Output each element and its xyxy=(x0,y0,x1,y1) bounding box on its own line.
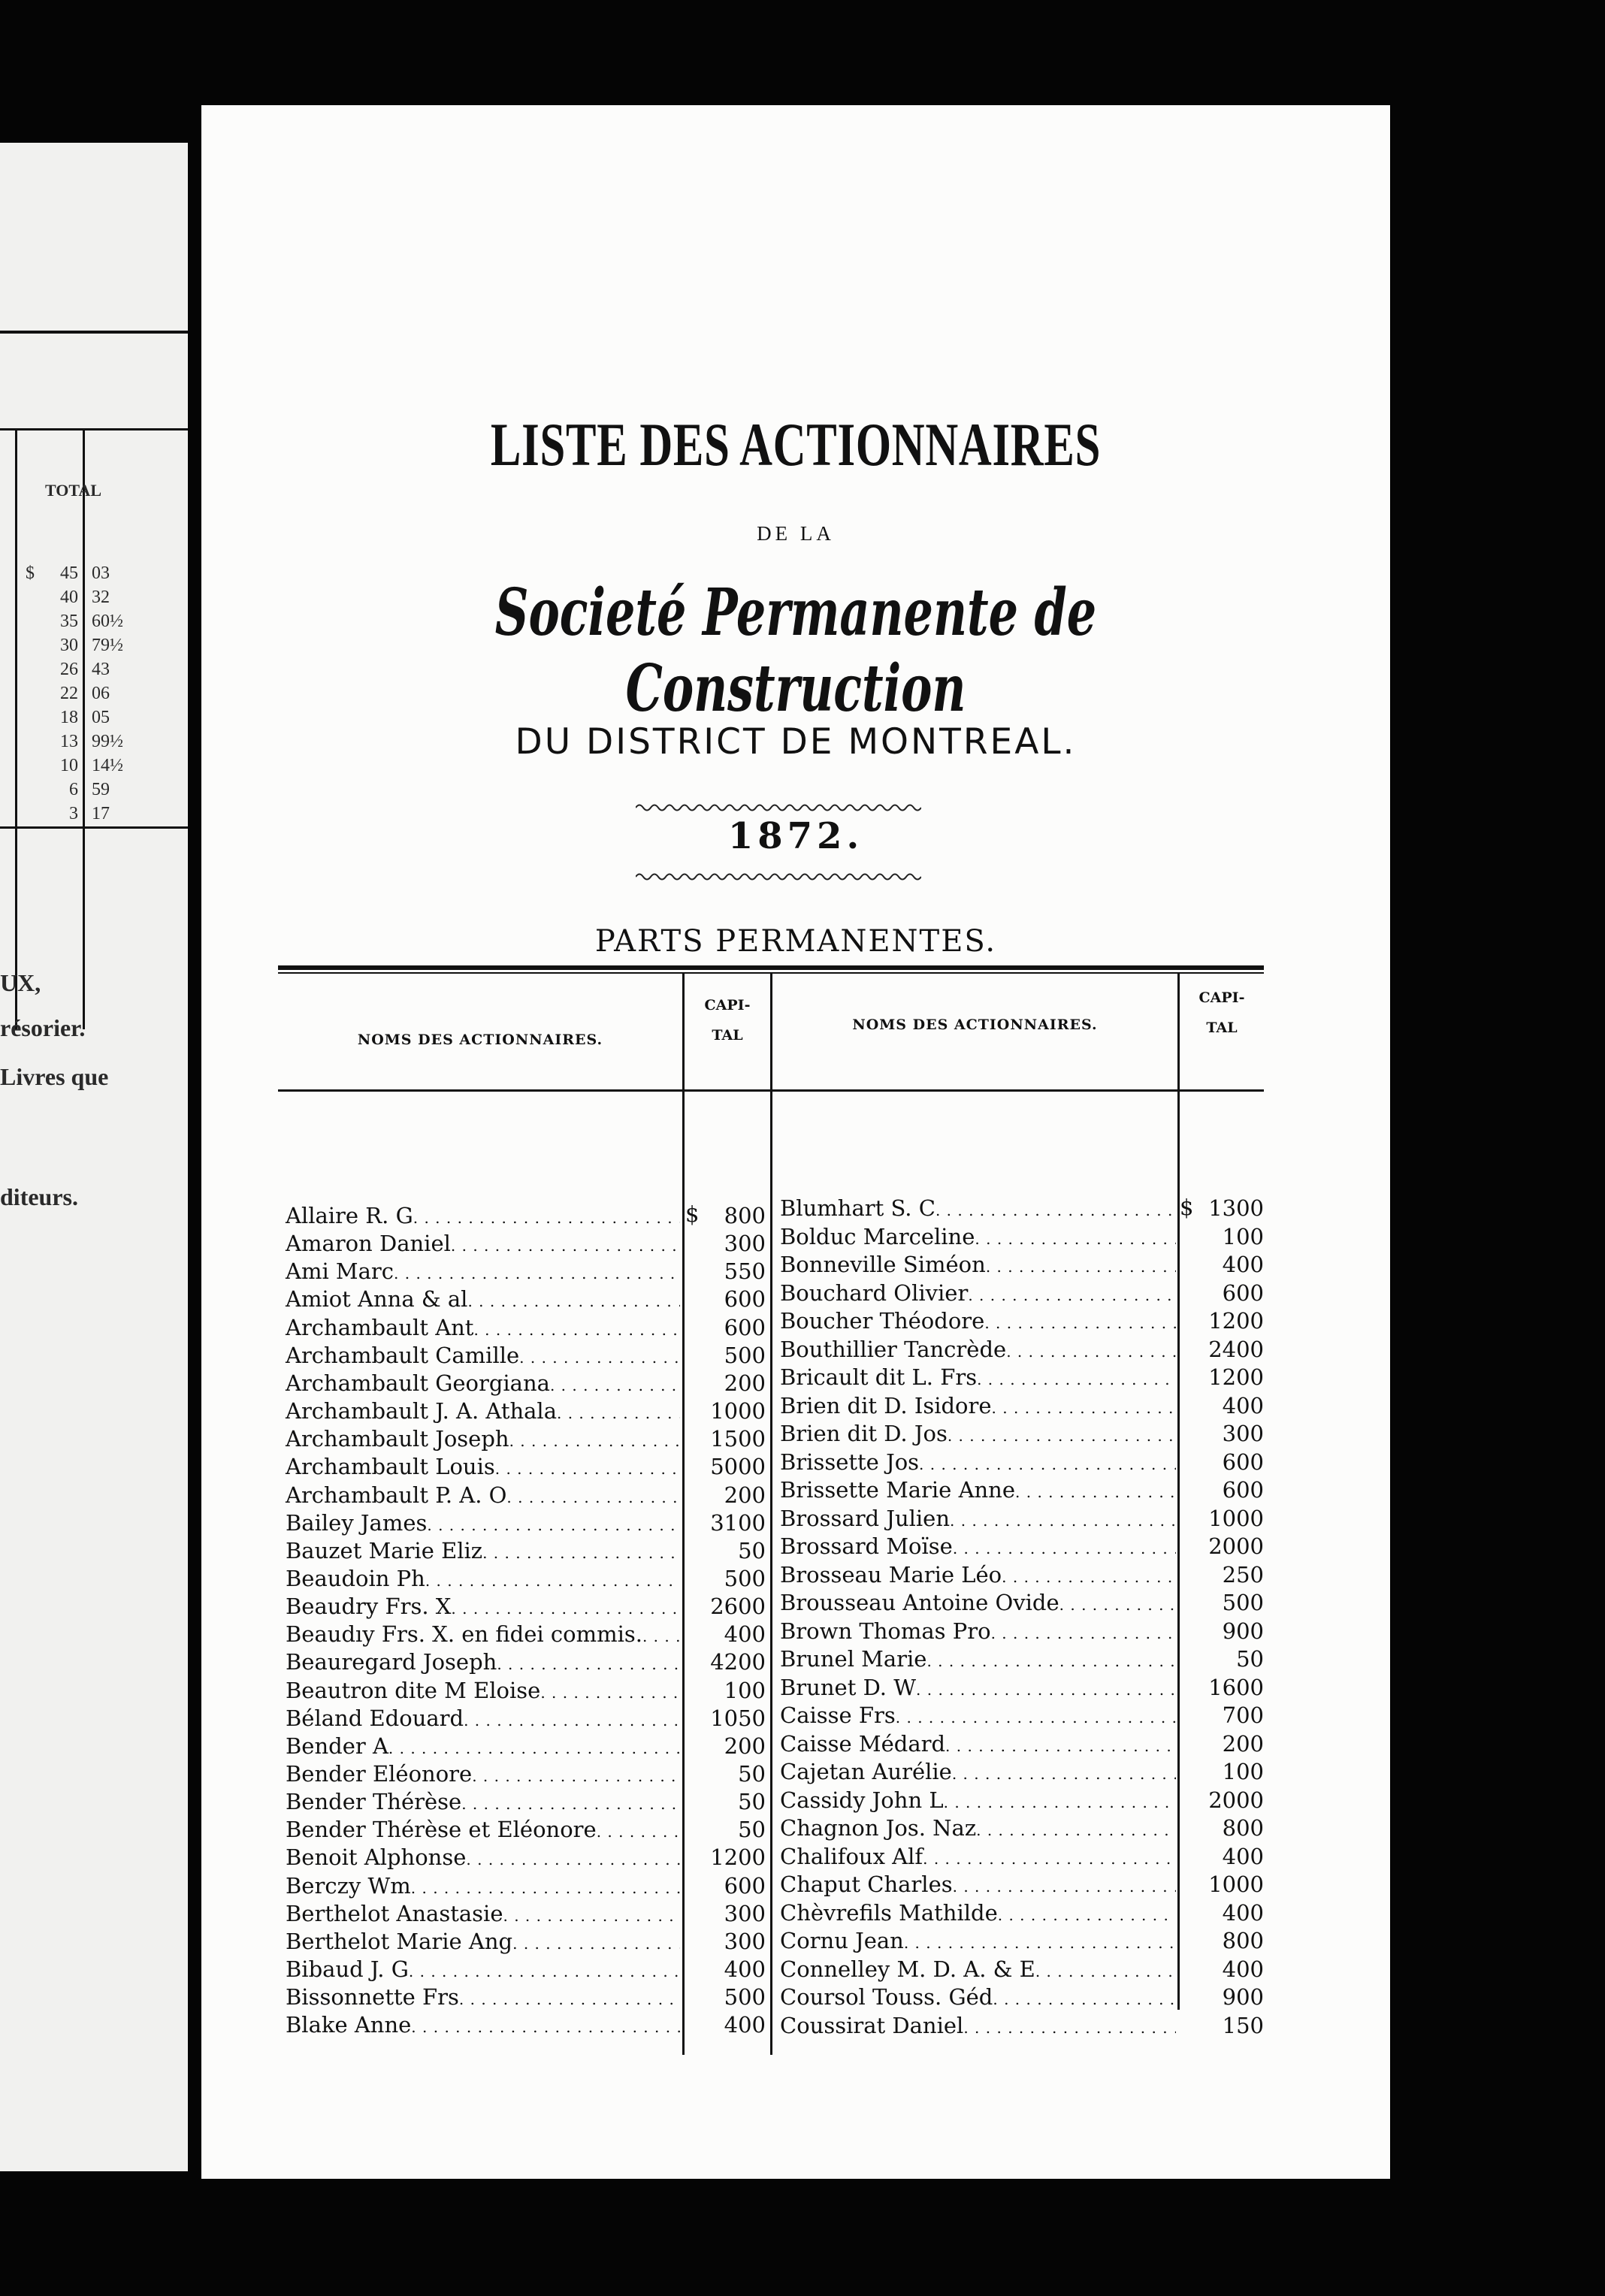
total-dollars: 3 xyxy=(69,804,78,823)
leader-dots xyxy=(512,1929,680,1954)
leader-dots xyxy=(948,1421,1176,1446)
table-row xyxy=(780,1787,1176,1815)
table-row xyxy=(286,1370,680,1398)
leader-dots xyxy=(464,1705,680,1731)
table-row xyxy=(286,1203,680,1231)
table-row xyxy=(780,1280,1176,1308)
shareholder-name: Bricault dit L. Frs xyxy=(780,1364,978,1390)
capital-value: 400 xyxy=(1222,1900,1264,1926)
table-row xyxy=(286,1705,680,1733)
shareholder-name: Bissonnette Frs xyxy=(286,1984,459,2010)
capital-value: 800 xyxy=(724,1203,766,1228)
capital-value: 100 xyxy=(1222,1224,1264,1249)
shareholder-name: Amiot Anna & al xyxy=(286,1286,468,1312)
shareholder-name: Brousseau Antoine Ovide xyxy=(780,1590,1059,1615)
shareholder-name: Beaudry Frs. X xyxy=(286,1594,452,1619)
shareholder-name: Boucher Théodore xyxy=(780,1308,985,1334)
capital-header-line2: TAL xyxy=(1206,1020,1238,1036)
leader-dots xyxy=(991,1618,1176,1644)
leader-dots xyxy=(975,1224,1176,1249)
capital-value: 1500 xyxy=(710,1426,766,1452)
table-row xyxy=(286,1901,680,1929)
table-row xyxy=(286,1426,680,1454)
leader-dots xyxy=(597,1817,680,1842)
capital-value: 2000 xyxy=(1208,1787,1264,1813)
leader-dots xyxy=(1002,1562,1176,1588)
capital-header-line1: CAPI- xyxy=(704,997,751,1014)
leader-dots xyxy=(952,1759,1176,1784)
capital-value: 2600 xyxy=(710,1594,766,1619)
text-fragment: résorier. xyxy=(0,1014,86,1041)
shareholder-name: Cornu Jean xyxy=(780,1928,904,1953)
table-row xyxy=(286,1817,680,1844)
year: 1872. xyxy=(727,815,864,857)
shareholder-name: Blumhart S. C xyxy=(780,1195,935,1221)
leader-dots xyxy=(503,1901,681,1926)
shareholder-name: Brissette Marie Anne xyxy=(780,1477,1016,1503)
header-rule xyxy=(0,428,188,430)
leader-dots xyxy=(986,1252,1176,1277)
total-dollars: 40 xyxy=(60,588,78,607)
text-fragment: UX, xyxy=(0,969,41,996)
capital-value: 400 xyxy=(1222,1252,1264,1277)
shareholder-name: Béland Edouard xyxy=(286,1705,464,1731)
total-cents: 99½ xyxy=(92,732,123,751)
capital-value: 4200 xyxy=(710,1649,766,1675)
leader-dots xyxy=(467,1286,680,1312)
leader-dots xyxy=(482,1538,680,1563)
title-societe: Societé Permanente de Construction xyxy=(494,575,1097,727)
capital-value: 800 xyxy=(1222,1928,1264,1953)
shareholder-name: Berczy Wm xyxy=(286,1873,411,1899)
shareholder-name: Coursol Touss. Géd xyxy=(780,1984,993,2010)
shareholder-name: Beautron dite M Eloise xyxy=(286,1678,541,1703)
capital-value: 600 xyxy=(1222,1449,1264,1475)
total-cents: 03 xyxy=(92,563,110,583)
document-page xyxy=(201,105,1390,2179)
shareholder-name: Coussirat Daniel xyxy=(780,2013,964,2038)
capital-value: 1050 xyxy=(710,1705,766,1731)
capital-value: 500 xyxy=(724,1566,766,1591)
shareholder-name: Bouthillier Tancrède xyxy=(780,1337,1007,1362)
capital-value: 400 xyxy=(1222,1956,1264,1982)
capital-value: 200 xyxy=(1222,1731,1264,1757)
total-dollars: 26 xyxy=(60,660,78,679)
capital-value: 5000 xyxy=(710,1454,766,1479)
capital-value: 300 xyxy=(724,1901,766,1926)
leader-dots xyxy=(472,1761,680,1787)
column-rule xyxy=(83,428,85,1029)
capital-value: 1200 xyxy=(1208,1364,1264,1390)
capital-value: 50 xyxy=(738,1789,766,1814)
capital-value: 300 xyxy=(724,1231,766,1256)
leader-dots xyxy=(642,1621,680,1647)
total-dollars: 10 xyxy=(60,756,78,775)
table-row xyxy=(780,1928,1176,1956)
leader-dots xyxy=(509,1426,680,1452)
table-row xyxy=(780,1393,1176,1421)
table-row xyxy=(286,1789,680,1817)
shareholder-name: Connelley M. D. A. & E xyxy=(780,1956,1035,1982)
capital-value: 600 xyxy=(1222,1280,1264,1306)
ornamental-rule xyxy=(636,802,921,813)
total-cents: 32 xyxy=(92,588,110,607)
capital-value: 400 xyxy=(1222,1844,1264,1869)
shareholder-name: Bouchard Olivier xyxy=(780,1280,969,1306)
capital-value: 50 xyxy=(738,1761,766,1787)
shareholder-name: Bailey James xyxy=(286,1510,428,1536)
column-rule xyxy=(770,973,772,2055)
leader-dots xyxy=(519,1343,680,1368)
leader-dots xyxy=(1035,1956,1176,1982)
table-row xyxy=(286,1956,680,1984)
shareholder-name: Chèvrefils Mathilde xyxy=(780,1900,998,1926)
shareholder-name: Archambault Louis xyxy=(286,1454,495,1479)
table-row xyxy=(286,1733,680,1761)
capital-value: 1300 xyxy=(1208,1195,1264,1221)
capital-value: 600 xyxy=(724,1286,766,1312)
table-row xyxy=(780,1477,1176,1505)
shareholder-name: Bauzet Marie Eliz xyxy=(286,1538,483,1563)
total-cents: 79½ xyxy=(92,636,123,655)
footer-rule xyxy=(0,826,188,829)
table-row xyxy=(780,1815,1176,1843)
shareholder-name: Archambault Ant xyxy=(286,1315,474,1340)
capital-value: 2400 xyxy=(1208,1337,1264,1362)
leader-dots xyxy=(451,1231,680,1256)
shareholder-name: Caisse Frs xyxy=(780,1702,896,1728)
table-row xyxy=(780,1533,1176,1561)
table-row xyxy=(286,1258,680,1286)
capital-value: 1000 xyxy=(1208,1506,1264,1531)
shareholder-name: Archambault J. A. Athala xyxy=(286,1398,557,1424)
shareholder-name: Caisse Médard xyxy=(780,1731,946,1757)
shareholder-name: Cajetan Aurélie xyxy=(780,1759,952,1784)
leader-dots xyxy=(557,1398,680,1424)
capital-value: 3100 xyxy=(710,1510,766,1536)
shareholder-name: Bolduc Marceline xyxy=(780,1224,975,1249)
table-row xyxy=(286,1649,680,1677)
table-row xyxy=(780,2013,1176,2041)
capital-value: 200 xyxy=(724,1733,766,1759)
dollar-sign: $ xyxy=(26,563,35,583)
shareholder-name: Chagnon Jos. Naz xyxy=(780,1815,977,1841)
table-row xyxy=(780,1562,1176,1590)
dollar-sign: $ xyxy=(1180,1195,1194,1220)
capital-value: 250 xyxy=(1222,1562,1264,1588)
shareholder-name: Archambault P. A. O xyxy=(286,1482,507,1508)
total-cents: 06 xyxy=(92,684,110,703)
leader-dots xyxy=(411,1873,680,1899)
capital-value: 2000 xyxy=(1208,1533,1264,1559)
table-row xyxy=(286,1231,680,1258)
shareholder-name: Allaire R. G xyxy=(286,1203,413,1228)
total-dollars: 6 xyxy=(69,780,78,799)
table-row xyxy=(780,1872,1176,1899)
table-row xyxy=(780,1364,1176,1392)
table-row xyxy=(286,1510,680,1538)
table-row xyxy=(780,1308,1176,1336)
capital-header-line2: TAL xyxy=(712,1027,743,1044)
title-liste-des-actionnaires: LISTE DES ACTIONNAIRES xyxy=(490,410,1102,479)
leader-dots xyxy=(976,1815,1176,1841)
table-row xyxy=(780,1646,1176,1674)
leader-dots xyxy=(1059,1590,1176,1615)
leader-dots xyxy=(953,1533,1176,1559)
shareholder-name: Bender A xyxy=(286,1733,388,1759)
table-row xyxy=(286,2012,680,2040)
table-row xyxy=(286,1984,680,2012)
total-cents: 14½ xyxy=(92,756,123,775)
leader-dots xyxy=(451,1594,680,1619)
leader-dots xyxy=(461,1789,680,1814)
table-row xyxy=(780,1449,1176,1477)
table-row xyxy=(286,1398,680,1426)
name-column-header: NOMS DES ACTIONNAIRES. xyxy=(852,1017,1098,1033)
leader-dots xyxy=(923,1844,1176,1869)
total-cents: 60½ xyxy=(92,612,123,631)
table-row xyxy=(780,1506,1176,1533)
capital-value: 150 xyxy=(1222,2013,1264,2038)
shareholder-name: Brossard Julien xyxy=(780,1506,951,1531)
shareholder-name: Ami Marc xyxy=(286,1258,394,1284)
leader-dots xyxy=(550,1370,680,1396)
capital-value: 1600 xyxy=(1208,1675,1264,1700)
capital-value: 1200 xyxy=(710,1844,766,1870)
leader-dots xyxy=(984,1308,1176,1334)
leader-dots xyxy=(427,1510,680,1536)
table-row xyxy=(780,1731,1176,1759)
table-row xyxy=(286,1454,680,1482)
capital-value: 50 xyxy=(1236,1646,1264,1672)
table-row xyxy=(286,1761,680,1789)
total-cents: 05 xyxy=(92,708,110,727)
table-row xyxy=(780,1956,1176,1984)
leader-dots xyxy=(916,1675,1176,1700)
section-title: PARTS PERMANENTES. xyxy=(594,924,997,959)
leader-dots xyxy=(963,2013,1176,2038)
shareholder-name: Bibaud J. G xyxy=(286,1956,409,1982)
shareholder-name: Berthelot Marie Ang xyxy=(286,1929,513,1954)
leader-dots xyxy=(935,1195,1176,1221)
capital-value: 500 xyxy=(724,1984,766,2010)
leader-dots xyxy=(411,2012,680,2038)
leader-dots xyxy=(394,1258,680,1284)
shareholder-name: Amaron Daniel xyxy=(286,1231,451,1256)
total-dollars: 30 xyxy=(60,636,78,655)
leader-dots xyxy=(425,1566,680,1591)
capital-value: 50 xyxy=(738,1538,766,1563)
shareholder-name: Beauregard Joseph xyxy=(286,1649,497,1675)
leader-dots xyxy=(993,1984,1176,2010)
shareholder-name: Bender Thérèse xyxy=(286,1789,462,1814)
shareholder-name: Chalifoux Alf xyxy=(780,1844,923,1869)
shareholder-name: Chaput Charles xyxy=(780,1872,953,1897)
leader-dots xyxy=(409,1956,680,1982)
shareholder-name: Brossard Moïse xyxy=(780,1533,953,1559)
shareholder-name: Bender Eléonore xyxy=(286,1761,473,1787)
header-rule xyxy=(0,331,188,334)
text-fragment: Livres que xyxy=(0,1063,109,1090)
leader-dots xyxy=(944,1787,1176,1813)
capital-value: 600 xyxy=(1222,1477,1264,1503)
shareholder-name: Archambault Georgiana xyxy=(286,1370,550,1396)
table-row xyxy=(286,1844,680,1872)
capital-value: 600 xyxy=(724,1873,766,1899)
table-row xyxy=(780,1759,1176,1787)
title-de-la: DE LA xyxy=(757,522,835,545)
shareholder-name: Archambault Joseph xyxy=(286,1426,509,1452)
leader-dots xyxy=(413,1203,680,1228)
shareholder-name: Brissette Jos xyxy=(780,1449,920,1475)
leader-dots xyxy=(896,1702,1176,1728)
leader-dots xyxy=(977,1364,1176,1390)
capital-value: 600 xyxy=(724,1315,766,1340)
capital-value: 900 xyxy=(1222,1984,1264,2010)
leader-dots xyxy=(506,1482,680,1508)
total-dollars: 35 xyxy=(60,612,78,631)
capital-value: 1200 xyxy=(1208,1308,1264,1334)
capital-value: 400 xyxy=(724,2012,766,2038)
table-row xyxy=(780,1590,1176,1618)
name-column-header: NOMS DES ACTIONNAIRES. xyxy=(357,1032,603,1048)
leader-dots xyxy=(473,1315,680,1340)
table-row xyxy=(780,1252,1176,1279)
total-dollars: 22 xyxy=(60,684,78,703)
capital-value: 200 xyxy=(724,1370,766,1396)
capital-value: 300 xyxy=(1222,1421,1264,1446)
leader-dots xyxy=(904,1928,1176,1953)
ornamental-rule xyxy=(636,872,921,882)
capital-value: 300 xyxy=(724,1929,766,1954)
table-row xyxy=(286,1286,680,1314)
shareholder-name: Blake Anne xyxy=(286,2012,412,2038)
capital-value: 900 xyxy=(1222,1618,1264,1644)
table-row xyxy=(780,1618,1176,1646)
table-row xyxy=(780,1421,1176,1449)
leader-dots xyxy=(495,1454,680,1479)
shareholder-name: Beaudoin Ph xyxy=(286,1566,425,1591)
total-cents: 17 xyxy=(92,804,110,823)
shareholder-name: Benoit Alphonse xyxy=(286,1844,467,1870)
capital-value: 500 xyxy=(1222,1590,1264,1615)
shareholder-table xyxy=(278,965,1264,2055)
shareholder-name: Brosseau Marie Léo xyxy=(780,1562,1002,1588)
table-row xyxy=(286,1873,680,1901)
leader-dots xyxy=(388,1733,680,1759)
table-row xyxy=(286,1566,680,1594)
leader-dots xyxy=(950,1506,1176,1531)
leader-dots xyxy=(919,1449,1176,1475)
table-row xyxy=(780,1984,1176,2012)
leader-dots xyxy=(926,1646,1176,1672)
shareholder-name: Archambault Camille xyxy=(286,1343,520,1368)
table-row xyxy=(286,1594,680,1621)
shareholder-name: Cassidy John L xyxy=(780,1787,944,1813)
total-dollars: 18 xyxy=(60,708,78,727)
capital-header-line1: CAPI- xyxy=(1198,989,1245,1006)
table-row xyxy=(286,1929,680,1956)
total-column-header: TOTAL xyxy=(45,481,101,500)
leader-dots xyxy=(466,1844,680,1870)
table-row xyxy=(780,1224,1176,1252)
capital-value: 700 xyxy=(1222,1702,1264,1728)
leader-dots xyxy=(945,1731,1176,1757)
table-row xyxy=(286,1315,680,1343)
total-cents: 43 xyxy=(92,660,110,679)
total-dollars: 45 xyxy=(60,563,78,583)
shareholder-name: Brunel Marie xyxy=(780,1646,927,1672)
table-row xyxy=(780,1702,1176,1730)
table-top-rule xyxy=(278,965,1264,970)
table-row xyxy=(286,1621,680,1649)
capital-value: 200 xyxy=(724,1482,766,1508)
table-row xyxy=(286,1343,680,1370)
dollar-sign: $ xyxy=(685,1201,700,1227)
table-row xyxy=(286,1538,680,1566)
table-row xyxy=(780,1675,1176,1702)
capital-value: 50 xyxy=(738,1817,766,1842)
capital-value: 400 xyxy=(724,1956,766,1982)
leader-dots xyxy=(968,1280,1176,1306)
table-row xyxy=(286,1482,680,1510)
shareholder-name: Brien dit D. Isidore xyxy=(780,1393,992,1418)
total-cents: 59 xyxy=(92,780,110,799)
table-row xyxy=(286,1678,680,1705)
shareholder-name: Brien dit D. Jos xyxy=(780,1421,948,1446)
table-row xyxy=(780,1337,1176,1364)
capital-value: 800 xyxy=(1222,1815,1264,1841)
capital-value: 400 xyxy=(1222,1393,1264,1418)
previous-page-fragment xyxy=(0,143,188,2171)
shareholder-name: Bender Thérèse et Eléonore xyxy=(286,1817,597,1842)
table-row xyxy=(780,1900,1176,1928)
leader-dots xyxy=(459,1984,680,2010)
capital-value: 100 xyxy=(724,1678,766,1703)
capital-value: 1000 xyxy=(1208,1872,1264,1897)
column-rule xyxy=(15,428,17,1029)
capital-value: 1000 xyxy=(710,1398,766,1424)
leader-dots xyxy=(497,1649,680,1675)
shareholder-name: Bonneville Siméon xyxy=(780,1252,986,1277)
leader-dots xyxy=(953,1872,1176,1897)
leader-dots xyxy=(992,1393,1176,1418)
table-row xyxy=(780,1195,1176,1223)
shareholder-name: Brunet D. W xyxy=(780,1675,917,1700)
leader-dots xyxy=(540,1678,680,1703)
capital-value: 400 xyxy=(724,1621,766,1647)
title-district: DU DISTRICT DE MONTREAL. xyxy=(515,721,1077,763)
leader-dots xyxy=(998,1900,1176,1926)
capital-value: 500 xyxy=(724,1343,766,1368)
capital-value: 100 xyxy=(1222,1759,1264,1784)
text-fragment: diteurs. xyxy=(0,1183,78,1210)
leader-dots xyxy=(1015,1477,1176,1503)
shareholder-name: Brown Thomas Pro xyxy=(780,1618,991,1644)
leader-dots xyxy=(1006,1337,1176,1362)
shareholder-name: Beaudıy Frs. X. en fidei commis. xyxy=(286,1621,642,1647)
table-row xyxy=(780,1844,1176,1872)
total-dollars: 13 xyxy=(60,732,78,751)
capital-value: 550 xyxy=(724,1258,766,1284)
shareholder-name: Berthelot Anastasie xyxy=(286,1901,503,1926)
